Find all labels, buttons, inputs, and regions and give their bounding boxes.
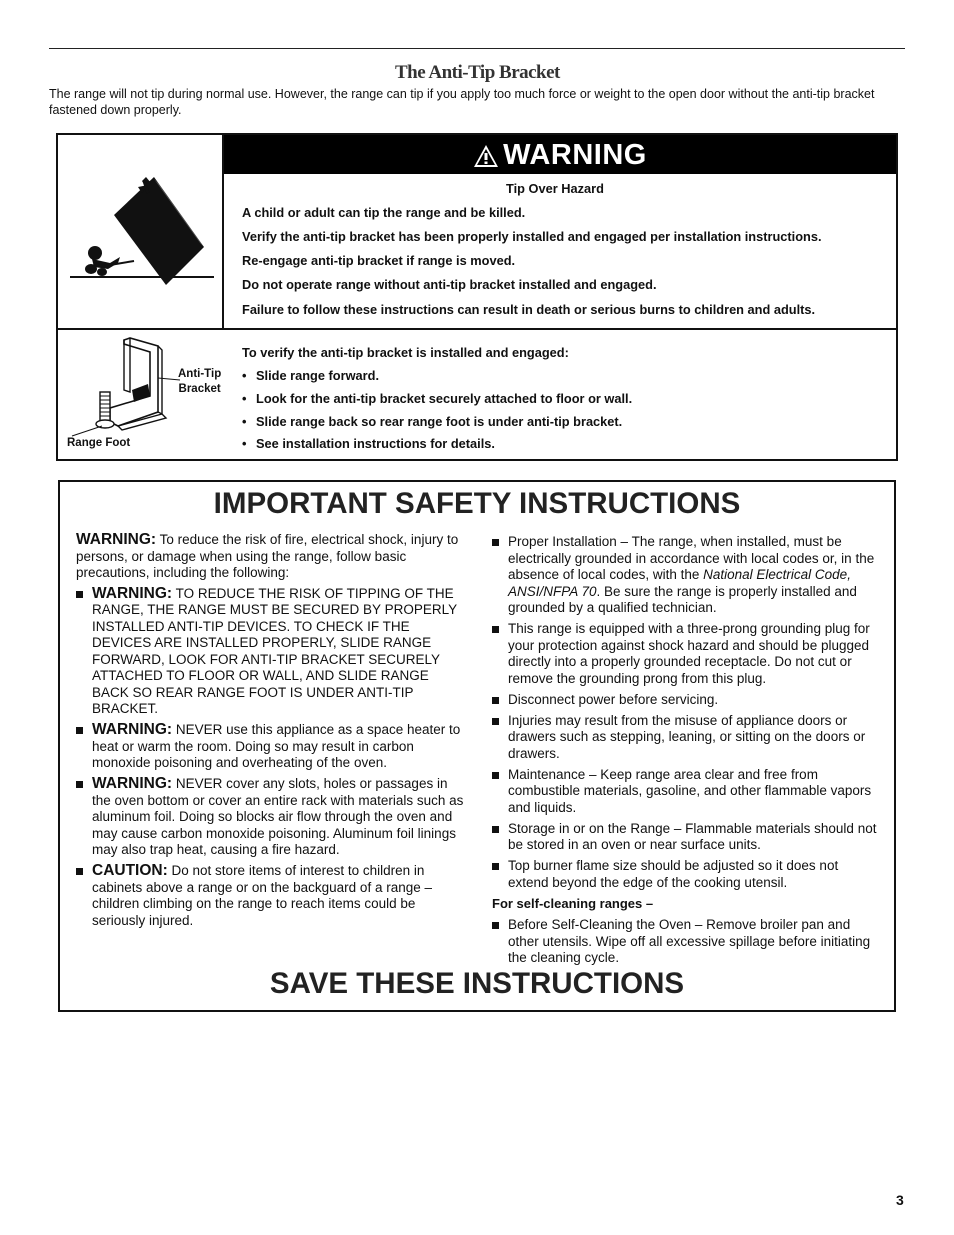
square-bullet-icon: [492, 772, 499, 779]
top-rule: [49, 48, 905, 49]
warning-line: A child or adult can tip the range and be killed.: [242, 205, 526, 220]
verify-bullet: • See installation instructions for details.: [242, 436, 495, 451]
safety-item: Proper Installation – The range, when installed, must be electrically grounded in accordance with local codes or, in the absence of local codes, with the National Electrical Code, ANSI/NFPA 70. Be sure the range is properly installed and grounded by a qualified technician.: [492, 534, 878, 617]
safety-item: Storage in or on the Range – Flammable materials should not be stored in an oven or near surface units.: [492, 821, 878, 854]
square-bullet-icon: [76, 727, 83, 734]
verify-bullet: • Look for the anti-tip bracket securely attached to floor or wall.: [242, 391, 633, 406]
warning-title: WARNING: [503, 139, 647, 171]
square-bullet-icon: [492, 697, 499, 704]
safety-item: WARNING: NEVER use this appliance as a space heater to heat or warm the room. Doing so may result in carbon monoxide poisoning and overheating of the oven.: [76, 722, 468, 772]
square-bullet-icon: [492, 922, 499, 929]
verify-intro: To verify the anti-tip bracket is installed and engaged:: [242, 345, 569, 360]
safety-item: Disconnect power before servicing.: [492, 692, 878, 709]
hazard-title: Tip Over Hazard: [506, 181, 604, 196]
page-number: 3: [896, 1192, 904, 1208]
safety-item: Before Self-Cleaning the Oven – Remove broiler pan and other utensils. Wipe off all excessive spillage before initiating the cleaning cycle.: [492, 917, 878, 967]
square-bullet-icon: [76, 868, 83, 875]
warning-header: [224, 135, 896, 174]
save-instructions-title: SAVE THESE INSTRUCTIONS: [269, 967, 685, 1000]
verify-bullet: • Slide range forward.: [242, 368, 380, 383]
square-bullet-icon: [492, 626, 499, 633]
square-bullet-icon: [492, 718, 499, 725]
tip-over-icon: [58, 135, 222, 328]
safety-left-column: [76, 532, 468, 934]
square-bullet-icon: [492, 863, 499, 870]
intro-text: The range will not tip during normal use. However, the range can tip if you apply too much force or weight to the open door without the anti-tip bracket fastened down properly.: [49, 87, 875, 117]
square-bullet-icon: [492, 826, 499, 833]
safety-instructions-box: [58, 480, 896, 1012]
verify-bullet: • Slide range back so rear range foot is under anti-tip bracket.: [242, 414, 623, 429]
alert-triangle-icon: [473, 144, 499, 168]
anti-tip-bracket-label: Anti-Tip Bracket: [178, 368, 222, 395]
range-foot-label: Range Foot: [67, 437, 131, 449]
safety-item: Top burner flame size should be adjusted so it does not extend beyond the edge of the cooking utensil.: [492, 858, 878, 891]
square-bullet-icon: [492, 539, 499, 546]
safety-intro: WARNING: To reduce the risk of fire, electrical shock, injury to persons, or damage when using the range, follow basic precautions, including the following:: [76, 531, 459, 580]
warning-line: Failure to follow these instructions can result in death or serious burns to children and adults.: [242, 302, 816, 317]
safety-title: IMPORTANT SAFETY INSTRUCTIONS: [213, 487, 741, 520]
safety-item: WARNING: TO REDUCE THE RISK OF TIPPING OF THE RANGE, THE RANGE MUST BE SECURED BY PROPERLY INSTALLED ANTI-TIP DEVICES. TO CHECK IF THE DEVICES ARE INSTALLED PROPERLY, SLIDE RANGE FORWARD, LOOK FOR ANTI-TIP BRACKET SECURELY ATTACHED TO FLOOR OR WALL, AND SLIDE RANGE BACK SO REAR RANGE FOOT IS UNDER ANTI-TIP BRACKET.: [76, 586, 468, 718]
section-title: The Anti-Tip Bracket: [395, 62, 560, 83]
warning-line: Do not operate range without anti-tip bracket installed and engaged.: [242, 277, 657, 292]
tip-over-illustration: [58, 135, 224, 328]
safety-item: Maintenance – Keep range area clear and free from combustible materials, gasoline, and other flammable vapors and liquids.: [492, 767, 878, 817]
safety-right-column: [492, 534, 878, 971]
safety-item: WARNING: NEVER cover any slots, holes or passages in the oven bottom or cover an entire rack with materials such as aluminum foil. Doing so blocks air flow through the oven and may cause carbon monoxide poisoning. Aluminum foil linings may also trap heat, causing a fire hazard.: [76, 776, 468, 859]
self-clean-heading: For self-cleaning ranges –: [492, 895, 654, 911]
safety-item: CAUTION: Do not store items of interest to children in cabinets above a range or on the backguard of a range – children climbing on the range to reach items could be seriously injured.: [76, 863, 468, 929]
square-bullet-icon: [76, 781, 83, 788]
warning-box: [56, 133, 898, 461]
safety-item: Injuries may result from the misuse of appliance doors or drawers such as stepping, leaning, or sitting on the doors or drawers.: [492, 713, 878, 763]
square-bullet-icon: [76, 591, 83, 598]
warning-line: Re-engage anti-tip bracket if range is moved.: [242, 253, 516, 268]
warning-line: Verify the anti-tip bracket has been properly installed and engaged per installation instructions.: [242, 229, 822, 244]
safety-item: This range is equipped with a three-prong grounding plug for your protection against shock hazard and should be plugged directly into a properly grounded receptacle. Do not cut or remove the grounding prong from this plug.: [492, 621, 878, 687]
